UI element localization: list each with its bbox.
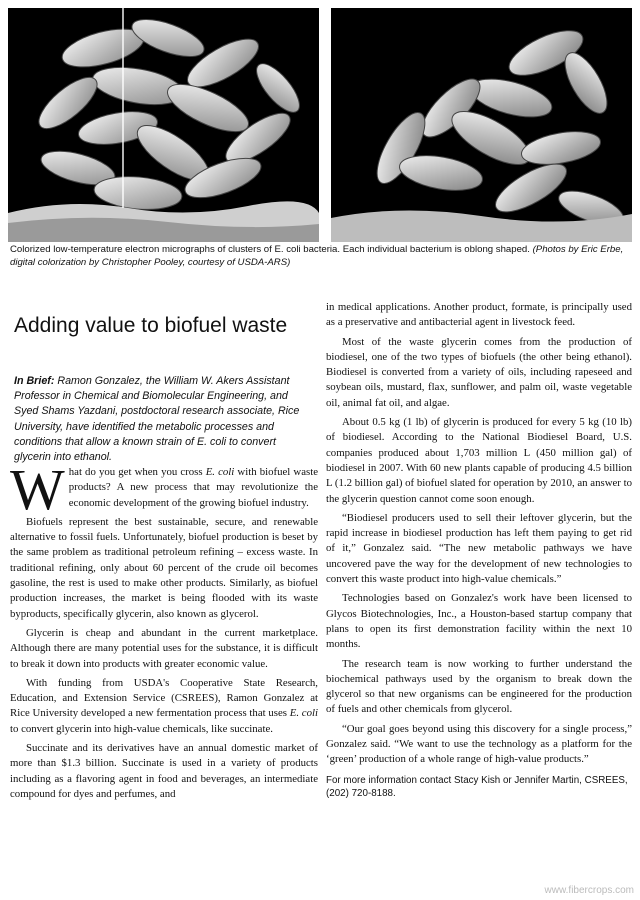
paragraph-biodiesel: Most of the waste glycerin comes from the production of biodiesel, one of the two types of biofuels (the other being ethanol). Biodiesel is converted from a variety of oils, including rapeseed and soybean oils, mustard, flax, sunflower, and palm oil, waste vegetable oil, animal fat oil, and algae. [326,335,632,409]
paragraph-funding [10,676,318,737]
left-column [10,457,319,806]
paragraph-licensing: Technologies based on Gonzalez's work have been licensed to Glycos Biotechnologies, Inc., a Houston-based startup company that plans to open its first demonstration facility within the next 10 months. [326,592,632,651]
contact-info: For more information contact Stacy Kish or Jennifer Martin, CSREES, (202) 720-8188. [326,774,628,799]
in-brief-text: Ramon Gonzalez, the William W. Akers Assistant Professor in Chemical and Biomolecular Engineering, and Syed Shams Yazdani, postdoctoral research associate, Rice University, have identified the metabolic processes and conditions that allow a known strain of E. coli to convert glycerin into ethanol. [14,375,300,464]
intro-text-b: with biofuel waste products? A new process that may revolutionize the economic development of the growing biofuel industry. [68,466,318,509]
in-brief-label: In Brief: [14,375,55,387]
drop-cap: W [10,457,65,522]
paragraph-quote-1: “Biodiesel producers used to sell their leftover glycerin, but the rapid increase in biodiesel production has left them paying to get rid of it,” Gonzalez said. “The new metabolic pathways we have uncovered pave the way for the development of new technologies to convert this waste product into high-value chemicals.” [326,511,632,586]
intro-text-a: hat do you get when you cross [68,466,206,478]
caption-credit: (Photos by Eric Erbe, digital colorization by Christopher Pooley, courtesy of USDA-ARS) [10,244,624,268]
funding-ecoli: E. coli [289,707,319,720]
in-brief [14,374,314,465]
micrograph-left [8,8,319,242]
paragraph-formate: in medical applications. Another product, formate, is principally used as a preservative and antibacterial agent in livestock feed. [326,301,632,329]
right-column [326,300,632,800]
funding-text-a: With funding from USDA's Cooperative State Research, Education, and Extension Service (CSREES), Ramon Gonzalez at Rice University developed a new fermentation process that uses [10,676,318,720]
paragraph-glycerin-volume: About 0.5 kg (1 lb) of glycerin is produced for every 5 kg (10 lb) of biodiesel. According to the National Biodiesel Board, U.S. companies produced about 1,703 million L (450 million gal) of biodiesel in 2007. With 60 new plants capable of producing 4.5 billion L (1.2 billion gal) of biofuel slated for operation by 2010, an answer to the glycerin question cannot come soon enough. [326,416,632,505]
watermark: www.fibercrops.com [544,885,634,896]
photo-caption [10,244,630,269]
paragraph-succinate: Succinate and its derivatives have an annual domestic market of more than $1.3 billion. Succinate is used in a variety of products including as a flavoring agent in food and beverages, an intermediate compound for dyes and perfumes, and [10,742,318,800]
paragraph-glycerin: Glycerin is cheap and abundant in the current marketplace. Although there are many potential uses for the substance, it is difficult to break it down into products with greater economic value. [10,626,318,670]
micrograph-right [331,8,632,242]
paragraph-quote-2: “Our goal goes beyond using this discovery for a single process,” Gonzalez said. “We want to use the technology as a platform for the ‘green’ production of a whole range of high-value products.” [326,722,632,766]
paragraph-research: The research team is now working to further understand the biochemical pathways used by the organism to break down the glycerol so that new organisms can be engineered for the production of fuels and other chemicals from glycerol. [326,657,632,716]
intro-ecoli: E. coli [205,466,235,478]
funding-text-b: to convert glycerin into high-value chemicals, like succinate. [10,722,273,735]
caption-text: Colorized low-temperature electron micrographs of clusters of E. coli bacteria. Each individual bacterium is oblong shaped. [10,244,533,255]
article-headline: Adding value to biofuel waste [14,314,288,337]
paragraph-biofuels: Biofuels represent the best sustainable, secure, and renewable alternative to fossil fuels. Unfortunately, biofuel production is beset by the same problem as traditional petroleum refining – excess waste. In traditional refining, only about 60 percent of the crude oil becomes gasoline, the rest is used to make other products. Similarly, as biofuel production increases, the market is being flooded with its waste byproducts, specifically glycerin, also known as glycerol. [10,515,318,620]
paragraph-intro [10,457,318,522]
